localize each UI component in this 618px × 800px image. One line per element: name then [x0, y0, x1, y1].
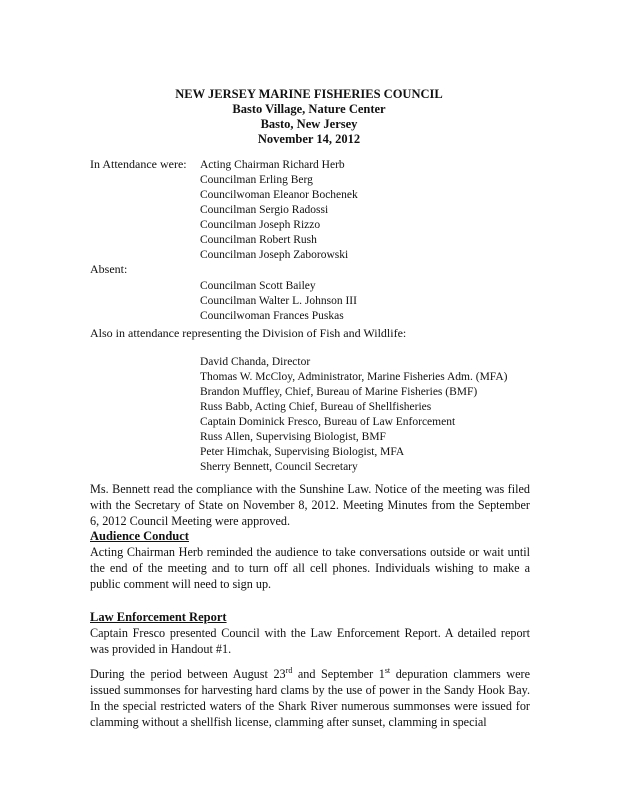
- division-member: Thomas W. McCloy, Administrator, Marine Fisheries Adm. (MFA): [200, 371, 508, 383]
- sunshine-paragraph: Ms. Bennett read the compliance with the Sunshine Law. Notice of the meeting was filed with the Secretary of State on November 8, 2012. Meeting Minutes from the September 6, 2012 Council Meeting were approved.: [90, 482, 530, 528]
- division-member: David Chanda, Director: [200, 356, 311, 368]
- ordinal-suffix: st: [384, 665, 391, 675]
- division-member: Russ Allen, Supervising Biologist, BMF: [200, 431, 386, 443]
- attendance-member: Councilman Joseph Rizzo: [200, 219, 321, 231]
- council-name: NEW JERSEY MARINE FISHERIES COUNCIL: [175, 87, 443, 101]
- division-member: Brandon Muffley, Chief, Bureau of Marine Fisheries (BMF): [200, 386, 478, 398]
- law-heading: Law Enforcement Report: [90, 610, 227, 624]
- law-period-text-b: and September 1: [292, 667, 385, 681]
- attendance-member: Councilman Robert Rush: [200, 234, 317, 246]
- absent-member: Councilwoman Frances Puskas: [200, 310, 344, 322]
- venue: Basto Village, Nature Center: [232, 102, 386, 116]
- attendance-member: Councilman Joseph Zaborowski: [200, 249, 349, 261]
- location: Basto, New Jersey: [260, 117, 358, 131]
- meeting-date: November 14, 2012: [257, 132, 361, 146]
- attendance-member: Councilman Erling Berg: [200, 174, 313, 186]
- absent-member: Councilman Walter L. Johnson III: [200, 295, 357, 307]
- law-period-paragraph: [90, 666, 530, 730]
- division-member: Russ Babb, Acting Chief, Bureau of Shellfisheries: [200, 401, 432, 413]
- division-member: Captain Dominick Fresco, Bureau of Law Enforcement: [200, 416, 456, 428]
- attendance-member: Councilwoman Eleanor Bochenek: [200, 189, 358, 201]
- division-label: Also in attendance representing the Division of Fish and Wildlife:: [90, 326, 407, 340]
- law-paragraph: Captain Fresco presented Council with the Law Enforcement Report. A detailed report was provided in Handout #1.: [90, 626, 530, 656]
- absent-label: Absent:: [90, 262, 128, 276]
- audience-paragraph: Acting Chairman Herb reminded the audience to take conversations outside or wait until the end of the meeting and to turn off all cell phones. Individuals wishing to make a public comment will need to sign up.: [90, 545, 530, 591]
- division-member: Sherry Bennett, Council Secretary: [200, 461, 358, 473]
- law-period-text-a: During the period between August 23: [90, 667, 286, 681]
- attendance-member: Acting Chairman Richard Herb: [200, 159, 345, 171]
- division-member: Peter Himchak, Supervising Biologist, MFA: [200, 446, 405, 458]
- document-header: [0, 87, 618, 147]
- audience-heading: Audience Conduct: [90, 529, 189, 543]
- absent-member: Councilman Scott Bailey: [200, 280, 316, 292]
- ordinal-suffix: rd: [285, 665, 293, 675]
- law-period-text-c: depuration clammers were issued summonses for harvesting hard clams by the use of power in the Sandy Hook Bay. In the special restricted waters of the Shark River numerous summonses were issued for clamming without a shellfish license, clamming after sunset, clamming in special: [90, 667, 530, 729]
- attendance-label: In Attendance were:: [90, 157, 187, 171]
- attendance-member: Councilman Sergio Radossi: [200, 204, 329, 216]
